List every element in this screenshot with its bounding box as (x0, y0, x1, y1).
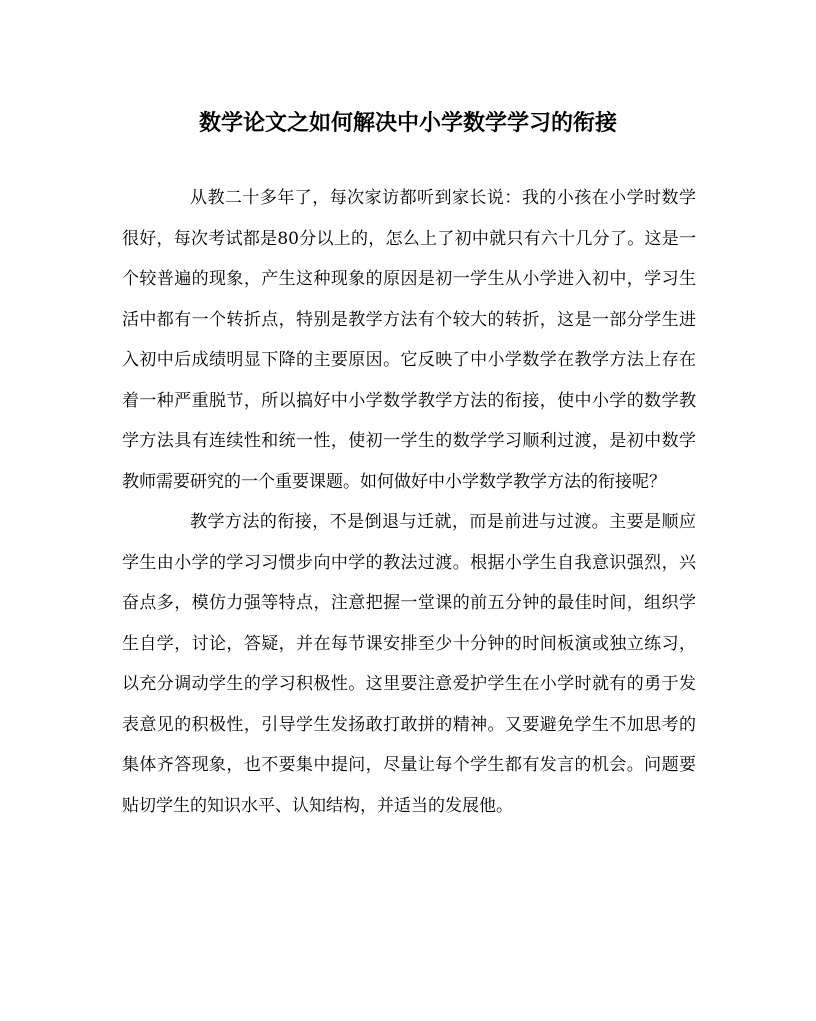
document-body (122, 178, 696, 826)
paragraph-1: 从教二十多年了，每次家访都听到家长说：我的小孩在小学时数学很好，每次考试都是80分以上的，怎么上了初中就只有六十几分了。这是一个较普遍的现象，产生这种现象的原因是初一学生从小学进入初中，学习生活中都有一个转折点，特别是教学方法有个较大的转折，这是一部分学生进入初中后成绩明显下降的主要原因。它反映了中小学数学在教学方法上存在着一种严重脱节，所以搞好中小学数学教学方法的衔接，使中小学的数学教学方法具有连续性和统一性，使初一学生的数学学习顺利过渡，是初中数学教师需要研究的一个重要课题。如何做好中小学数学教学方法的衔接呢？ (122, 188, 696, 492)
document-title: 数学论文之如何解决中小学数学学习的衔接 (198, 110, 617, 136)
paragraph-2: 教学方法的衔接，不是倒退与迁就，而是前进与过渡。主要是顺应学生由小学的学习习惯步向中学的教法过渡。根据小学生自我意识强烈，兴奋点多，模仿力强等特点，注意把握一堂课的前五分钟的最佳时间，组织学生自学，讨论，答疑，并在每节课安排至少十分钟的时间板演或独立练习，以充分调动学生的学习积极性。这里要注意爱护学生在小学时就有的勇于发表意见的积极性，引导学生发扬敢打敢拼的精神。又要避免学生不加思考的集体齐答现象，也不要集中提问，尽量让每个学生都有发言的机会。问题要贴切学生的知识水平、认知结构，并适当的发展他。 (122, 512, 696, 816)
